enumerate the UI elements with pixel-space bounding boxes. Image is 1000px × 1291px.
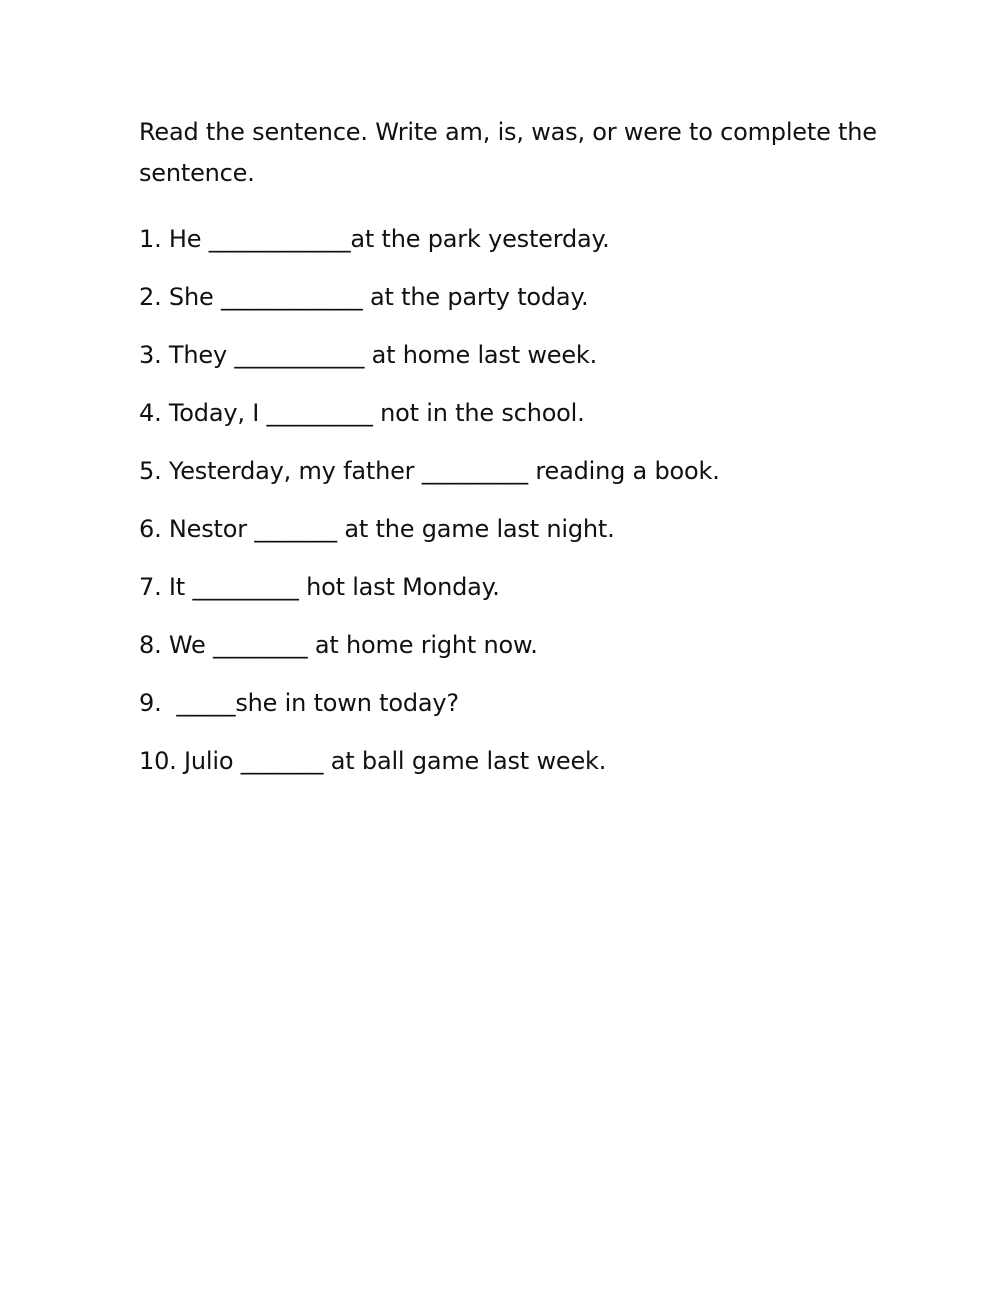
question-item: 10. Julio _______ at ball game last week. — [139, 747, 607, 775]
instructions-text: Read the sentence. Write am, is, was, or were to complete the sentence. — [139, 118, 877, 187]
question-item: 5. Yesterday, my father _________ reading a book. — [139, 457, 720, 485]
question-item: 1. He ____________at the park yesterday. — [139, 225, 610, 253]
question-item: 6. Nestor _______ at the game last night. — [139, 515, 615, 543]
question-item: 7. It _________ hot last Monday. — [139, 573, 500, 601]
question-list — [139, 210, 879, 790]
question-item: 4. Today, I _________ not in the school. — [139, 399, 585, 427]
question-item: 3. They ___________ at home last week. — [139, 341, 598, 369]
question-item: 8. We ________ at home right now. — [139, 631, 538, 659]
worksheet — [139, 112, 879, 790]
question-item: 9. _____she in town today? — [139, 689, 459, 717]
question-item: 2. She ____________ at the party today. — [139, 283, 589, 311]
